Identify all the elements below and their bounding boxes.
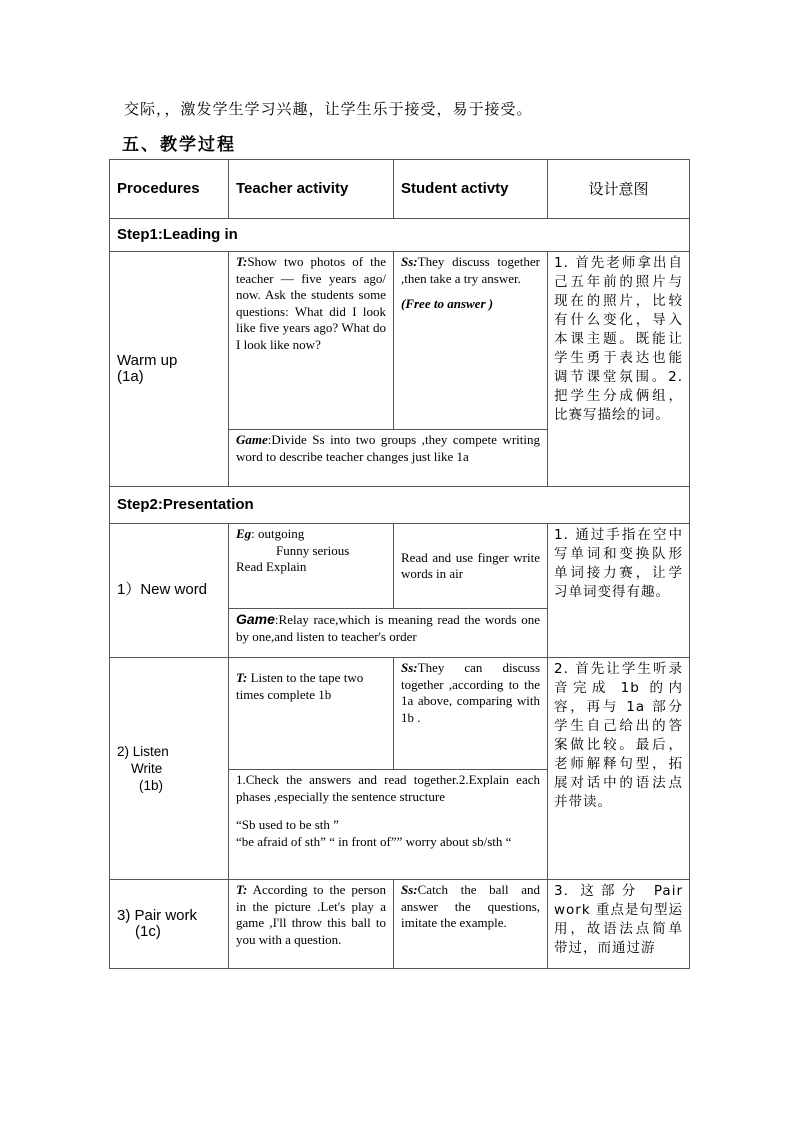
eg-line3: Read Explain: [236, 559, 307, 574]
pair-student-text: Catch the ball and answer the questions, imitate the example.: [401, 882, 540, 930]
listen-write: Write: [131, 761, 163, 776]
listen-intent: 2. 首先让学生听录音完成 1b 的内容，再与 1a 部分学生自己给出的答案做比较。最后，老师解释句型，拓展对话中的语法点并带读。: [548, 658, 690, 880]
intro-text: 交际，，激发学生学习兴趣，让学生乐于接受，易于接受。: [124, 100, 533, 118]
teacher-label: T:: [236, 254, 248, 269]
eg-line1: : outgoing: [251, 526, 305, 541]
pair-teacher-activity: [229, 880, 394, 969]
newword-game-text: :Relay race,which is meaning read the words one by one,and listen to teacher's order: [236, 612, 540, 644]
warmup-student-activity: [394, 252, 548, 430]
warmup-game-text: :Divide Ss into two groups ,they compete writing word to describe teacher changes just like 1a: [236, 432, 540, 464]
warmup-label: Warm up: [117, 351, 178, 369]
pair-intent: 3. 这部分 Pair work 重点是句型运用，故语法点简单带过，而通过游: [548, 880, 690, 969]
eg-label: Eg: [236, 526, 252, 541]
listen-procedure: [110, 658, 229, 880]
check-line3: “be afraid of sth” “ in front of”” worry about sb/sth “: [236, 833, 512, 849]
step1-title: Step1:Leading in: [110, 219, 690, 252]
listen-sub: (1b): [139, 778, 164, 793]
listen-teacher-text: Listen to the tape two times complete 1b: [236, 670, 364, 702]
header-procedures: Procedures: [110, 160, 229, 219]
teaching-process-table: [109, 159, 690, 969]
warmup-teacher-activity: [229, 252, 394, 430]
listen-row: [110, 658, 690, 770]
check-line2: “Sb used to be sth ”: [236, 817, 339, 832]
teacher-label: T:: [236, 670, 248, 685]
pair-row: [110, 880, 690, 969]
section-title: 五、教学过程: [122, 135, 236, 155]
step1-row: [110, 219, 690, 252]
pair-teacher-text: According to the person in the picture .Let's play a game ,I'll throw this ball to you with a question.: [236, 882, 386, 947]
game-label: Game: [236, 432, 268, 447]
listen-label: 2) Listen: [117, 744, 169, 759]
listen-student-text: They can discuss together ,according to the 1a above, comparing with 1b .: [401, 660, 540, 725]
listen-student-activity: [394, 658, 548, 770]
step2-row: [110, 487, 690, 524]
listen-teacher-activity: [229, 658, 394, 770]
warmup-procedure: [110, 252, 229, 487]
pair-procedure: [110, 880, 229, 969]
warmup-game: [229, 430, 548, 487]
table-header-row: [110, 160, 690, 219]
game-label: Game: [236, 611, 275, 627]
newword-game: [229, 609, 548, 658]
header-teacher-activity: Teacher activity: [229, 160, 394, 219]
warmup-sub: (1a): [117, 368, 144, 385]
pair-label: 3) Pair work: [117, 906, 198, 924]
listen-check: [229, 770, 548, 880]
warmup-teacher-text: Show two photos of the teacher — five years ago/ now. Ask the students some questions: What did I look like five years ago? What do I look like now?: [236, 254, 386, 352]
warmup-student-note: (Free to answer ): [401, 296, 494, 311]
teacher-label: T:: [236, 882, 248, 897]
eg-line2: Funny serious: [276, 542, 350, 558]
pair-sub: (1c): [135, 923, 161, 940]
newword-teacher-activity: [229, 524, 394, 609]
newword-row: [110, 524, 690, 609]
check-text: 1.Check the answers and read together.2.Explain each phases ,especially the sentence structure: [236, 772, 540, 804]
student-label: Ss:: [401, 254, 418, 269]
header-student-activity: Student activty: [394, 160, 548, 219]
step2-title: Step2:Presentation: [110, 487, 690, 524]
header-design-intent: 设计意图: [548, 160, 690, 219]
warmup-intent: 1. 首先老师拿出自己五年前的照片与现在的照片，比较有什么变化，导入本课主题。既能让学生勇于表达也能调节课堂氛围。2. 把学生分成俩组，比赛写描绘的词。: [548, 252, 690, 487]
warmup-student-text: They discuss together ,then take a try answer.: [401, 254, 540, 286]
student-label: Ss:: [401, 660, 418, 675]
newword-procedure: 1）New word: [110, 524, 229, 658]
newword-intent: 1. 通过手指在空中写单词和变换队形单词接力赛，让学习单词变得有趣。: [548, 524, 690, 658]
newword-student-activity: Read and use finger write words in air: [394, 524, 548, 609]
warmup-row: [110, 252, 690, 430]
pair-student-activity: [394, 880, 548, 969]
student-label: Ss:: [401, 882, 418, 897]
